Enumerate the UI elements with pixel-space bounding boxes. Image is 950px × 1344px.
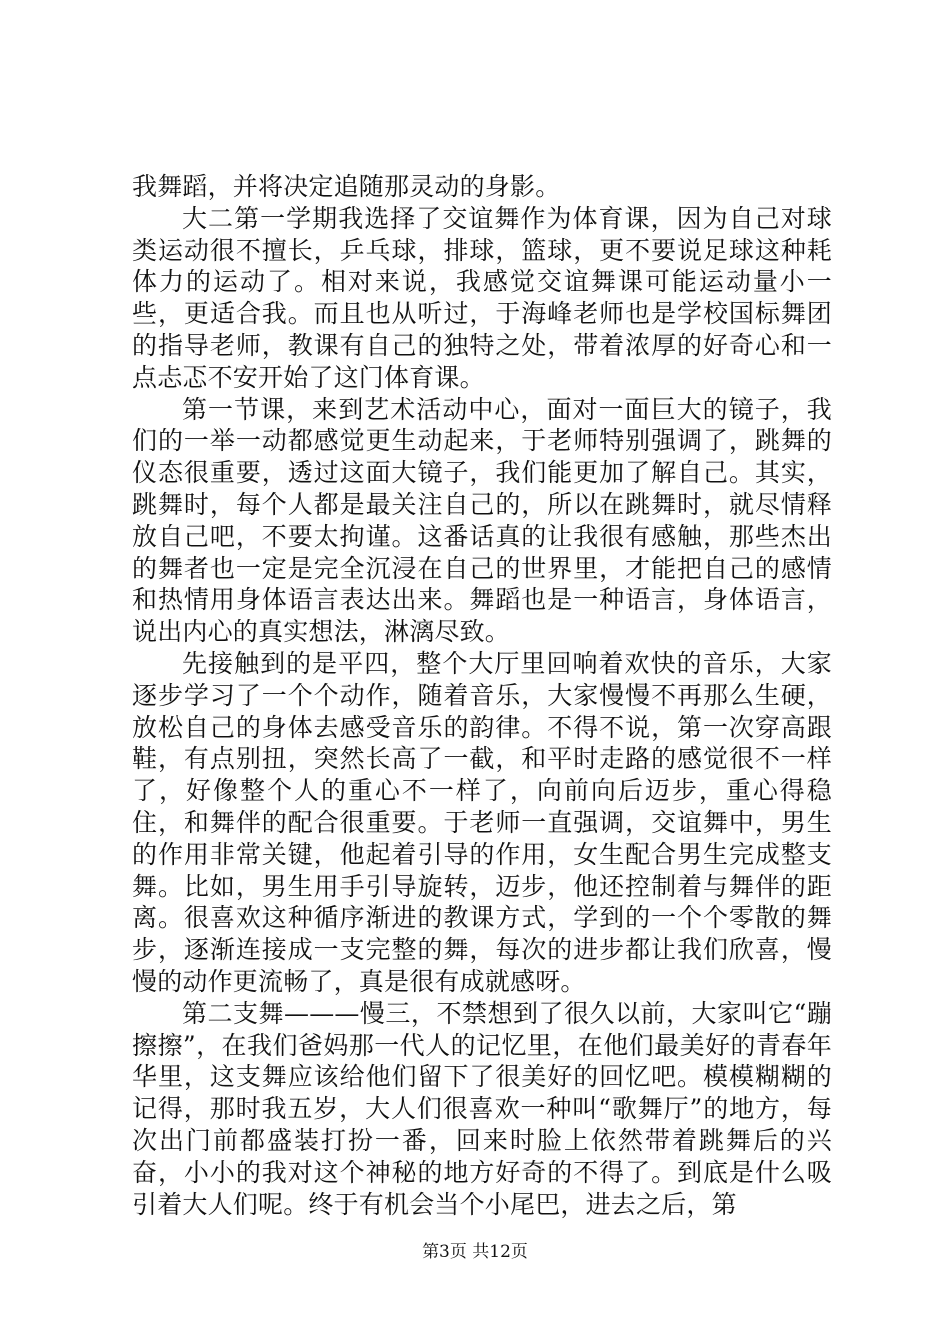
paragraph-5: 第二支舞———慢三，不禁想到了很久以前，大家叫它“蹦擦擦”，在我们爸妈那一代人的记忆里，在他们最美好的青春年华里，这支舞应该给他们留下了很美好的回忆吧。模模糊糊的记得，那时我五岁，大人们很喜欢一种叫“歌舞厅”的地方，每次出门前都盛装打扮一番，回来时脸上依然带着跳舞后的兴奋，小小的我对这个神秘的地方好奇的不得了。到底是什么吸引着大人们呢。终于有机会当个小尾巴，进去之后，第 [132, 998, 832, 1219]
page-footer: 第3页 共12页 [422, 1242, 528, 1262]
document-body [132, 171, 832, 1220]
paragraph-1: 我舞蹈，并将决定追随那灵动的身影。 [132, 172, 561, 201]
paragraph-4: 先接触到的是平四，整个大厅里回响着欢快的音乐，大家逐步学习了一个个动作，随着音乐，大家慢慢不再那么生硬，放松自己的身体去感受音乐的韵律。不得不说，第一次穿高跟鞋，有点别扭，突然长高了一截，和平时走路的感觉很不一样了，好像整个人的重心不一样了，向前向后迈步，重心得稳住，和舞伴的配合很重要。于老师一直强调，交谊舞中，男生的作用非常关键，他起着引导的作用，女生配合男生完成整支舞。比如，男生用手引导旋转，迈步，他还控制着与舞伴的距离。很喜欢这种循序渐进的教课方式，学到的一个个零散的舞步，逐渐连接成一支完整的舞，每次的进步都让我们欣喜，慢慢的动作更流畅了，真是很有成就感呀。 [132, 648, 832, 996]
paragraph-2: 大二第一学期我选择了交谊舞作为体育课，因为自己对球类运动很不擅长，乒乓球，排球，篮球，更不要说足球这种耗体力的运动了。相对来说，我感觉交谊舞课可能运动量小一些，更适合我。而且也从听过，于海峰老师也是学校国标舞团的指导老师，教课有自己的独特之处，带着浓厚的好奇心和一点忐忑不安开始了这门体育课。 [132, 203, 832, 392]
paragraph-3: 第一节课，来到艺术活动中心，面对一面巨大的镜子，我们的一举一动都感觉更生动起来，于老师特别强调了，跳舞的仪态很重要，透过这面大镜子，我们能更加了解自己。其实，跳舞时，每个人都是最关注自己的，所以在跳舞时，就尽情释放自己吧，不要太拘谨。这番话真的让我很有感触，那些杰出的舞者也一定是完全沉浸在自己的世界里，才能把自己的感情和热情用身体语言表达出来。舞蹈也是一种语言，身体语言，说出内心的真实想法，淋漓尽致。 [132, 394, 832, 647]
